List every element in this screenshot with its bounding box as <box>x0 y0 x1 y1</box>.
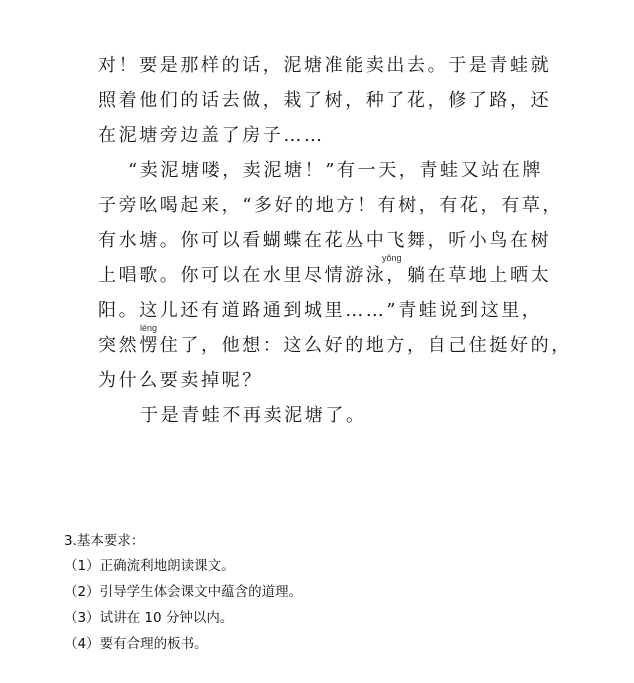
story-line-8: 阳。这儿还有道路通到城里……”青蛙说到这里， <box>98 300 543 321</box>
story-line-6: 有水塘。你可以看蝴蝶在花丛中飞舞，听小鸟在树 <box>98 230 552 251</box>
story-line-9: 突然愣住了，他想：这么好的地方，自己住挺好的， <box>98 335 572 356</box>
requirements-title: 3.基本要求： <box>64 533 145 549</box>
story-line-2: 照着他们的话去做，栽了树，种了花，修了路，还 <box>98 90 552 111</box>
story-line-10: 为什么要卖掉呢？ <box>98 370 263 391</box>
story-line-11: 于是青蛙不再卖泥塘了。 <box>140 405 367 426</box>
pinyin-leng: lèng <box>140 323 158 333</box>
story-line-4: “卖泥塘喽，卖泥塘！”有一天，青蛙又站在牌 <box>128 160 544 181</box>
requirement-item-3: （3）试讲在 10 分钟以内。 <box>64 610 234 626</box>
story-line-7: 上唱歌。你可以在水里尽情游泳，躺在草地上晒太 <box>98 265 552 286</box>
requirement-item-1: （1）正确流利地朗读课文。 <box>64 558 235 574</box>
story-line-1: 对！要是那样的话，泥塘准能卖出去。于是青蛙就 <box>98 55 552 76</box>
story-line-3: 在泥塘旁边盖了房子…… <box>98 125 325 146</box>
story-line-5: 子旁吆喝起来，“多好的地方！有树，有花，有草， <box>98 195 563 216</box>
requirement-item-2: （2）引导学生体会课文中蕴含的道理。 <box>64 584 303 600</box>
pinyin-yong: yǒng <box>382 253 402 263</box>
requirement-item-4: （4）要有合理的板书。 <box>64 636 208 652</box>
